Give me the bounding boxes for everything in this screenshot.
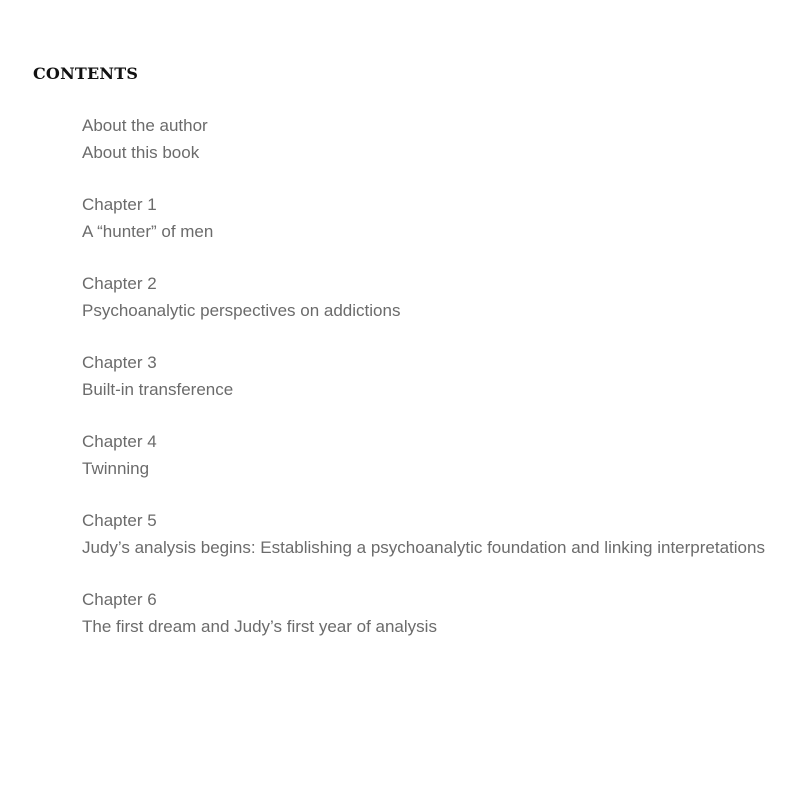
chapter-5-entry [82, 507, 794, 561]
toc-link-about-author[interactable]: About the author [82, 116, 208, 135]
contents-heading: CONTENTS [33, 64, 139, 83]
chapter-2-title[interactable]: Psychoanalytic perspectives on addictions [82, 301, 401, 320]
chapter-6-entry [82, 586, 794, 640]
toc-link-about-book[interactable]: About this book [82, 143, 200, 162]
table-of-contents [82, 112, 794, 640]
chapter-1-entry [82, 191, 794, 245]
chapter-1-title[interactable]: A “hunter” of men [82, 222, 214, 241]
chapter-2-label[interactable]: Chapter 2 [82, 274, 157, 293]
chapter-4-title[interactable]: Twinning [82, 459, 150, 478]
front-matter-group [82, 112, 794, 166]
chapter-5-title[interactable]: Judy’s analysis begins: Establishing a psychoanalytic foundation and linking interpretations [82, 538, 765, 557]
chapter-1-label[interactable]: Chapter 1 [82, 195, 157, 214]
chapter-2-entry [82, 270, 794, 324]
chapter-6-title[interactable]: The first dream and Judy’s first year of analysis [82, 617, 437, 636]
chapter-3-entry [82, 349, 794, 403]
chapter-4-entry [82, 428, 794, 482]
chapter-5-label[interactable]: Chapter 5 [82, 511, 157, 530]
chapter-3-label[interactable]: Chapter 3 [82, 353, 157, 372]
chapter-6-label[interactable]: Chapter 6 [82, 590, 157, 609]
chapter-3-title[interactable]: Built-in transference [82, 380, 234, 399]
chapter-4-label[interactable]: Chapter 4 [82, 432, 157, 451]
